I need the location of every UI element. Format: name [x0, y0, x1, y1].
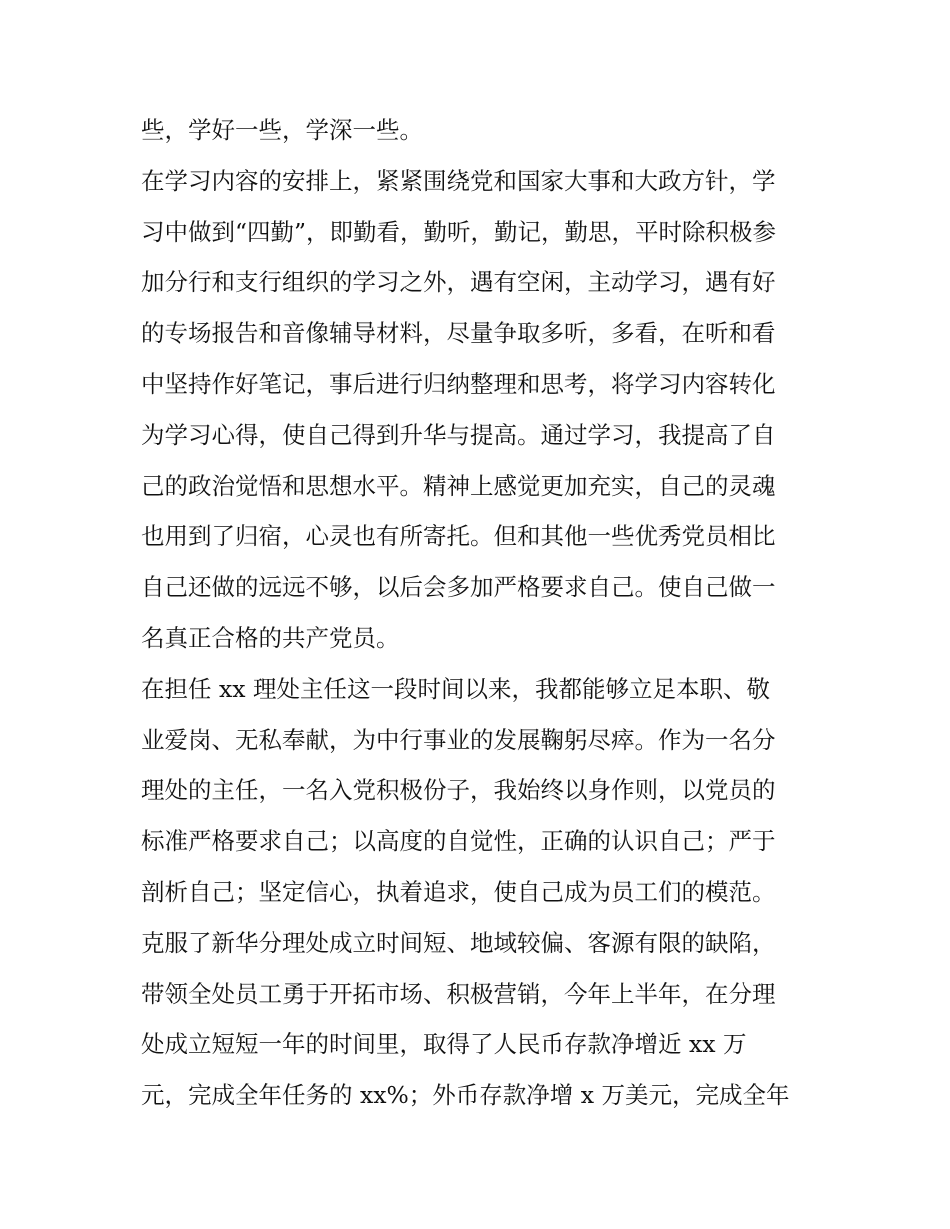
text-line: 在担任 xx 理处主任这一段时间以来，我都能够立足本职、敬: [141, 674, 770, 703]
text-line: 克服了新华分理处成立时间短、地域较偏、客源有限的缺陷，: [141, 928, 776, 957]
text-line: 加分行和支行组织的学习之外，遇有空闲，主动学习，遇有好: [141, 268, 776, 297]
text-line: 在学习内容的安排上，紧紧围绕党和国家大事和大政方针，学: [141, 166, 776, 195]
text-line: 的专场报告和音像辅导材料，尽量争取多听，多看，在听和看: [141, 319, 776, 348]
text-line: 带领全处员工勇于开拓市场、积极营销，今年上半年，在分理: [141, 979, 776, 1008]
text-line: 习中做到“四勤”，即勤看，勤听，勤记，勤思，平时除积极参: [141, 217, 777, 246]
text-line: 剖析自己；坚定信心，执着追求，使自己成为员工们的模范。: [141, 877, 776, 906]
text-line: 业爱岗、无私奉献，为中行事业的发展鞠躬尽瘁。作为一名分: [141, 725, 776, 754]
text-line: 中坚持作好笔记，事后进行归纳整理和思考，将学习内容转化: [141, 369, 776, 398]
text-line: 理处的主任，一名入党积极份子，我始终以身作则，以党员的: [141, 776, 776, 805]
text-line: 标准严格要求自己；以高度的自觉性，正确的认识自己；严于: [141, 827, 776, 856]
text-line: 自己还做的远远不够，以后会多加严格要求自己。使自己做一: [141, 573, 776, 602]
text-line: 元，完成全年任务的 xx%；外币存款净增 x 万美元，完成全年: [141, 1081, 790, 1110]
text-line: 处成立短短一年的时间里，取得了人民币存款净增近 xx 万: [141, 1030, 747, 1059]
text-line: 也用到了归宿，心灵也有所寄托。但和其他一些优秀党员相比: [141, 522, 776, 551]
text-line: 名真正合格的共产党员。: [141, 623, 400, 652]
text-line: 己的政治觉悟和思想水平。精神上感觉更加充实，自己的灵魂: [141, 471, 776, 500]
body-text: [141, 105, 821, 1121]
text-line: 些，学好一些，学深一些。: [141, 116, 423, 144]
text-line: 为学习心得，使自己得到升华与提高。通过学习，我提高了自: [141, 420, 776, 449]
